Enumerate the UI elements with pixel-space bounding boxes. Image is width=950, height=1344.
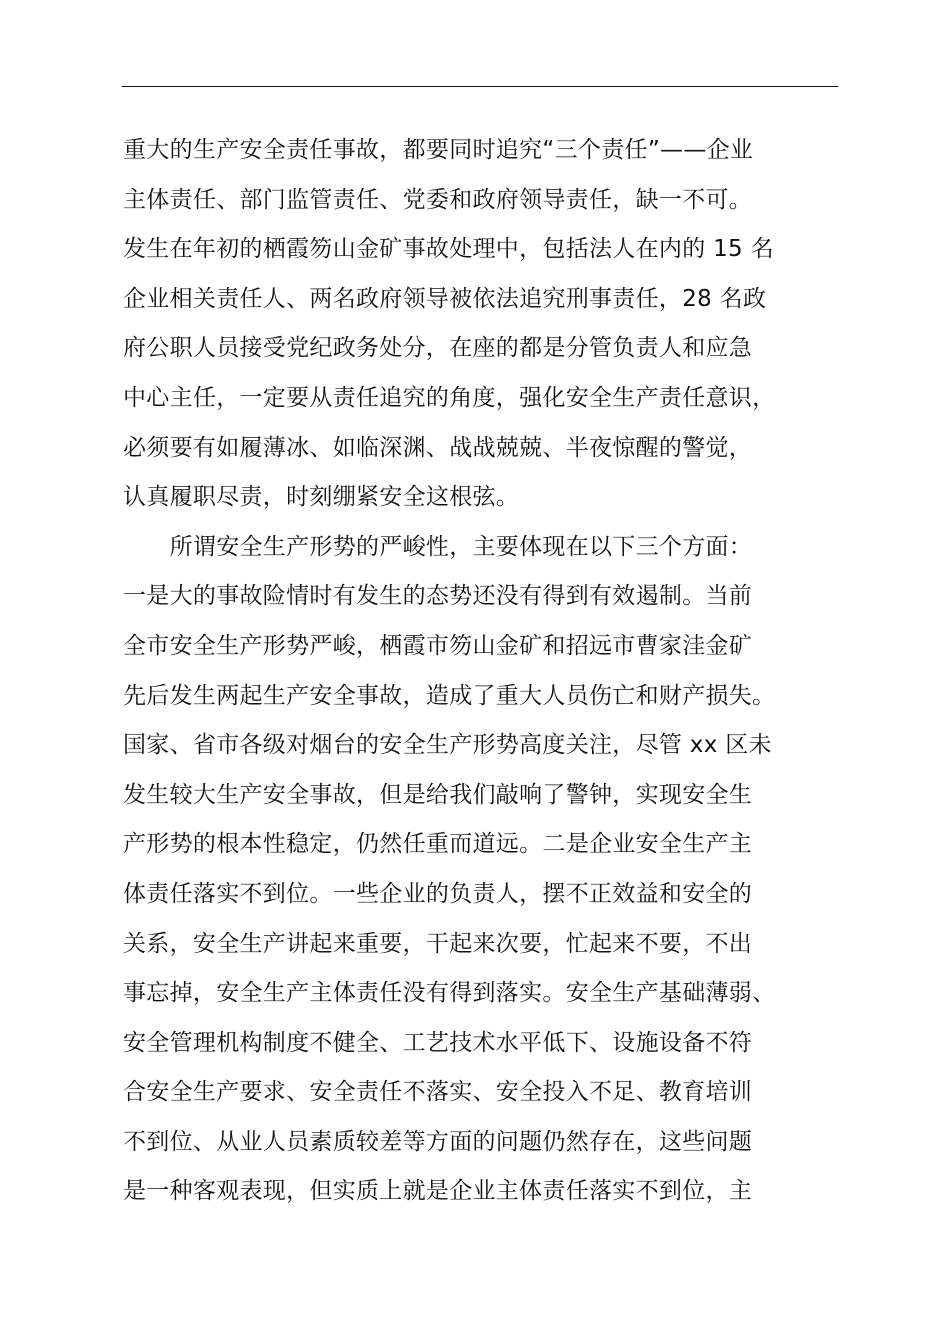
text-line: 是一种客观表现，但实质上就是企业主体责任落实不到位，主 [123, 1178, 753, 1205]
text-line: 中心主任，一定要从责任追究的角度，强化安全生产责任意识， [123, 384, 776, 411]
text-line: 发生在年初的栖霞笏山金矿事故处理中，包括法人在内的 15 名 [123, 236, 774, 263]
text-line: 主体责任、部门监管责任、党委和政府领导责任，缺一不可。 [123, 186, 753, 213]
text-line: 不到位、从业人员素质较差等方面的问题仍然存在，这些问题 [123, 1128, 753, 1155]
text-line: 合安全生产要求、安全责任不落实、安全投入不足、教育培训 [123, 1079, 753, 1106]
text-line: 全市安全生产形势严峻，栖霞市笏山金矿和招远市曹家洼金矿 [123, 632, 753, 659]
text-line: 认真履职尽责，时刻绷紧安全这根弦。 [123, 484, 520, 511]
text-line: 体责任落实不到位。一些企业的负责人，摆不正效益和安全的 [123, 880, 753, 907]
text-line: 必须要有如履薄冰、如临深渊、战战兢兢、半夜惊醒的警觉， [123, 434, 753, 461]
header-rule [122, 86, 838, 87]
text-line: 安全管理机构制度不健全、工艺技术水平低下、设施设备不符 [123, 1029, 753, 1056]
paragraph-start-line: 所谓安全生产形势的严峻性，主要体现在以下三个方面： [123, 533, 753, 560]
text-line: 企业相关责任人、两名政府领导被依法追究刑事责任，28 名政 [123, 285, 767, 312]
text-line: 国家、省市各级对烟台的安全生产形势高度关注，尽管 xx 区未 [123, 732, 772, 759]
text-line: 府公职人员接受党纪政务处分，在座的都是分管负责人和应急 [123, 335, 753, 362]
text-line: 关系，安全生产讲起来重要，干起来次要，忙起来不要，不出 [123, 930, 753, 957]
text-line: 一是大的事故险情时有发生的态势还没有得到有效遏制。当前 [123, 583, 753, 610]
text-line: 产形势的根本性稳定，仍然任重而道远。二是企业安全生产主 [123, 831, 753, 858]
body-text [123, 126, 883, 1217]
text-line: 事忘掉，安全生产主体责任没有得到落实。安全生产基础薄弱、 [123, 980, 776, 1007]
text-line: 发生较大生产安全事故，但是给我们敲响了警钟，实现安全生 [123, 781, 753, 808]
text-line: 先后发生两起生产安全事故，造成了重大人员伤亡和财产损失。 [123, 682, 776, 709]
text-line: 重大的生产安全责任事故，都要同时追究“三个责任”——企业 [123, 137, 754, 163]
